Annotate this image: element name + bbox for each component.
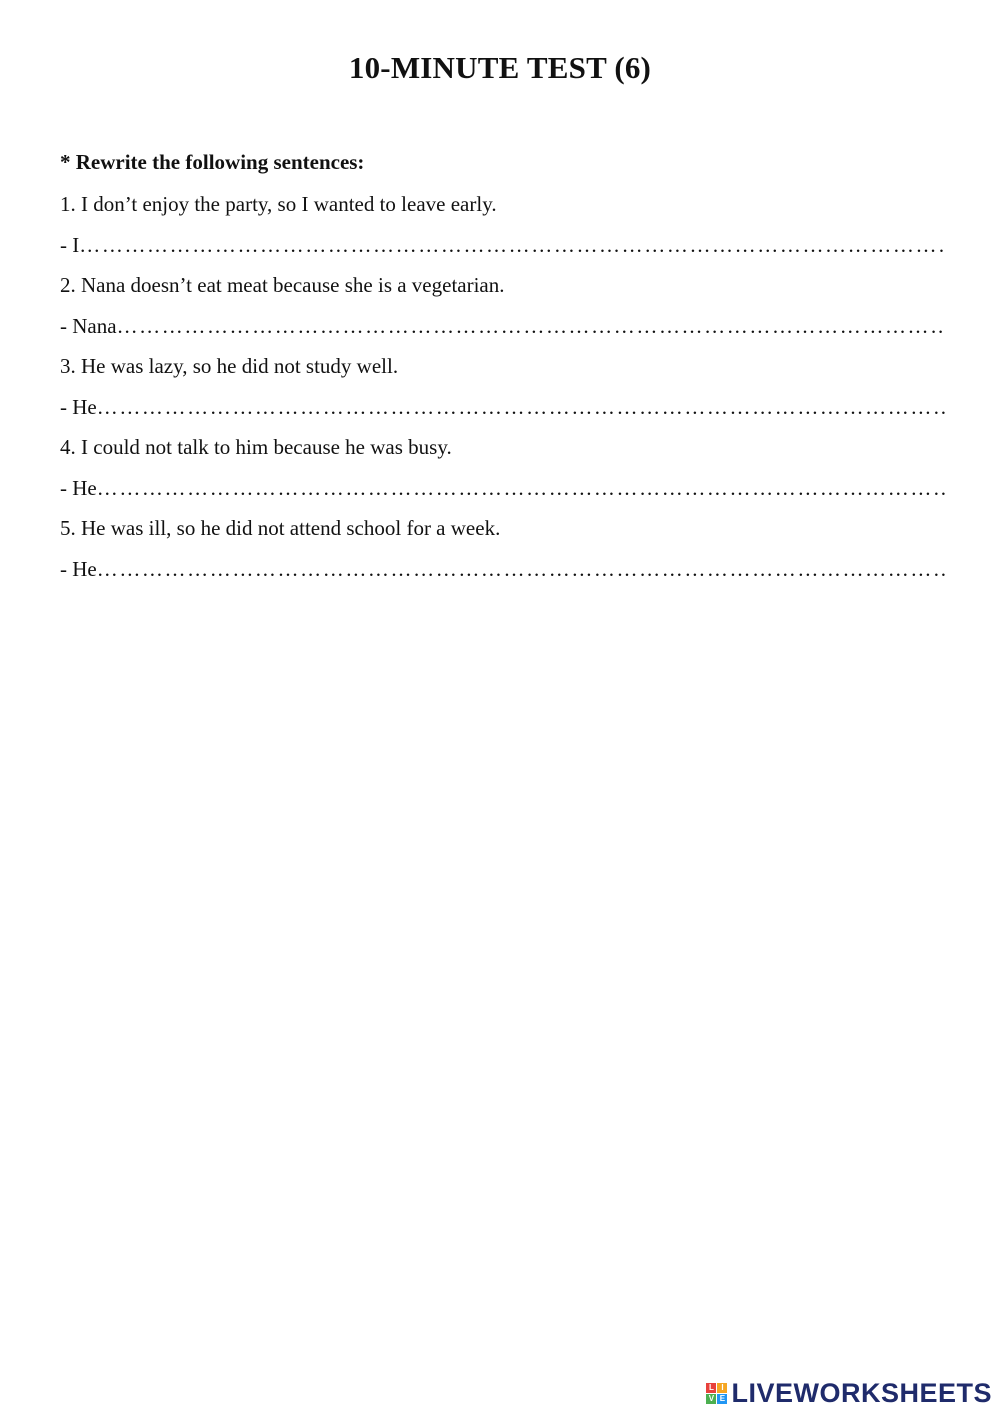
answer-dots	[79, 231, 946, 259]
question-5-sentence: 5. He was ill, so he did not attend school for a week.	[60, 516, 501, 540]
instruction-heading: * Rewrite the following sentences:	[60, 150, 365, 174]
question-1-sentence: 1. I don’t enjoy the party, so I wanted to leave early.	[60, 192, 497, 216]
answer-prefix: - He	[60, 476, 97, 500]
answer-prefix: - He	[60, 395, 97, 419]
answer-dots	[117, 312, 946, 340]
answer-line-1[interactable]	[60, 231, 946, 259]
answer-dots	[97, 474, 946, 502]
logo-mark-square: E	[717, 1394, 727, 1404]
answer-line-3[interactable]	[60, 393, 946, 421]
answer-line-2[interactable]	[60, 312, 946, 340]
logo-mark-square: L	[706, 1383, 716, 1393]
answer-prefix: - Nana	[60, 314, 117, 338]
answer-prefix: - He	[60, 557, 97, 581]
liveworksheets-logo	[706, 1378, 992, 1409]
question-3-sentence: 3. He was lazy, so he did not study well.	[60, 354, 399, 378]
logo-text: LIVEWORKSHEETS	[731, 1378, 992, 1408]
question-2-sentence: 2. Nana doesn’t eat meat because she is a vegetarian.	[60, 273, 505, 297]
answer-line-5[interactable]	[60, 555, 946, 583]
logo-mark-square: I	[717, 1383, 727, 1393]
answer-line-4[interactable]	[60, 474, 946, 502]
logo-mark-square: V	[706, 1394, 716, 1404]
page-title: 10-MINUTE TEST (6)	[348, 50, 652, 85]
question-4-sentence: 4. I could not talk to him because he was busy.	[60, 435, 452, 459]
answer-prefix: - I	[60, 233, 80, 257]
answer-dots	[97, 393, 946, 421]
logo-mark-icon	[706, 1383, 727, 1404]
answer-dots	[97, 555, 946, 583]
